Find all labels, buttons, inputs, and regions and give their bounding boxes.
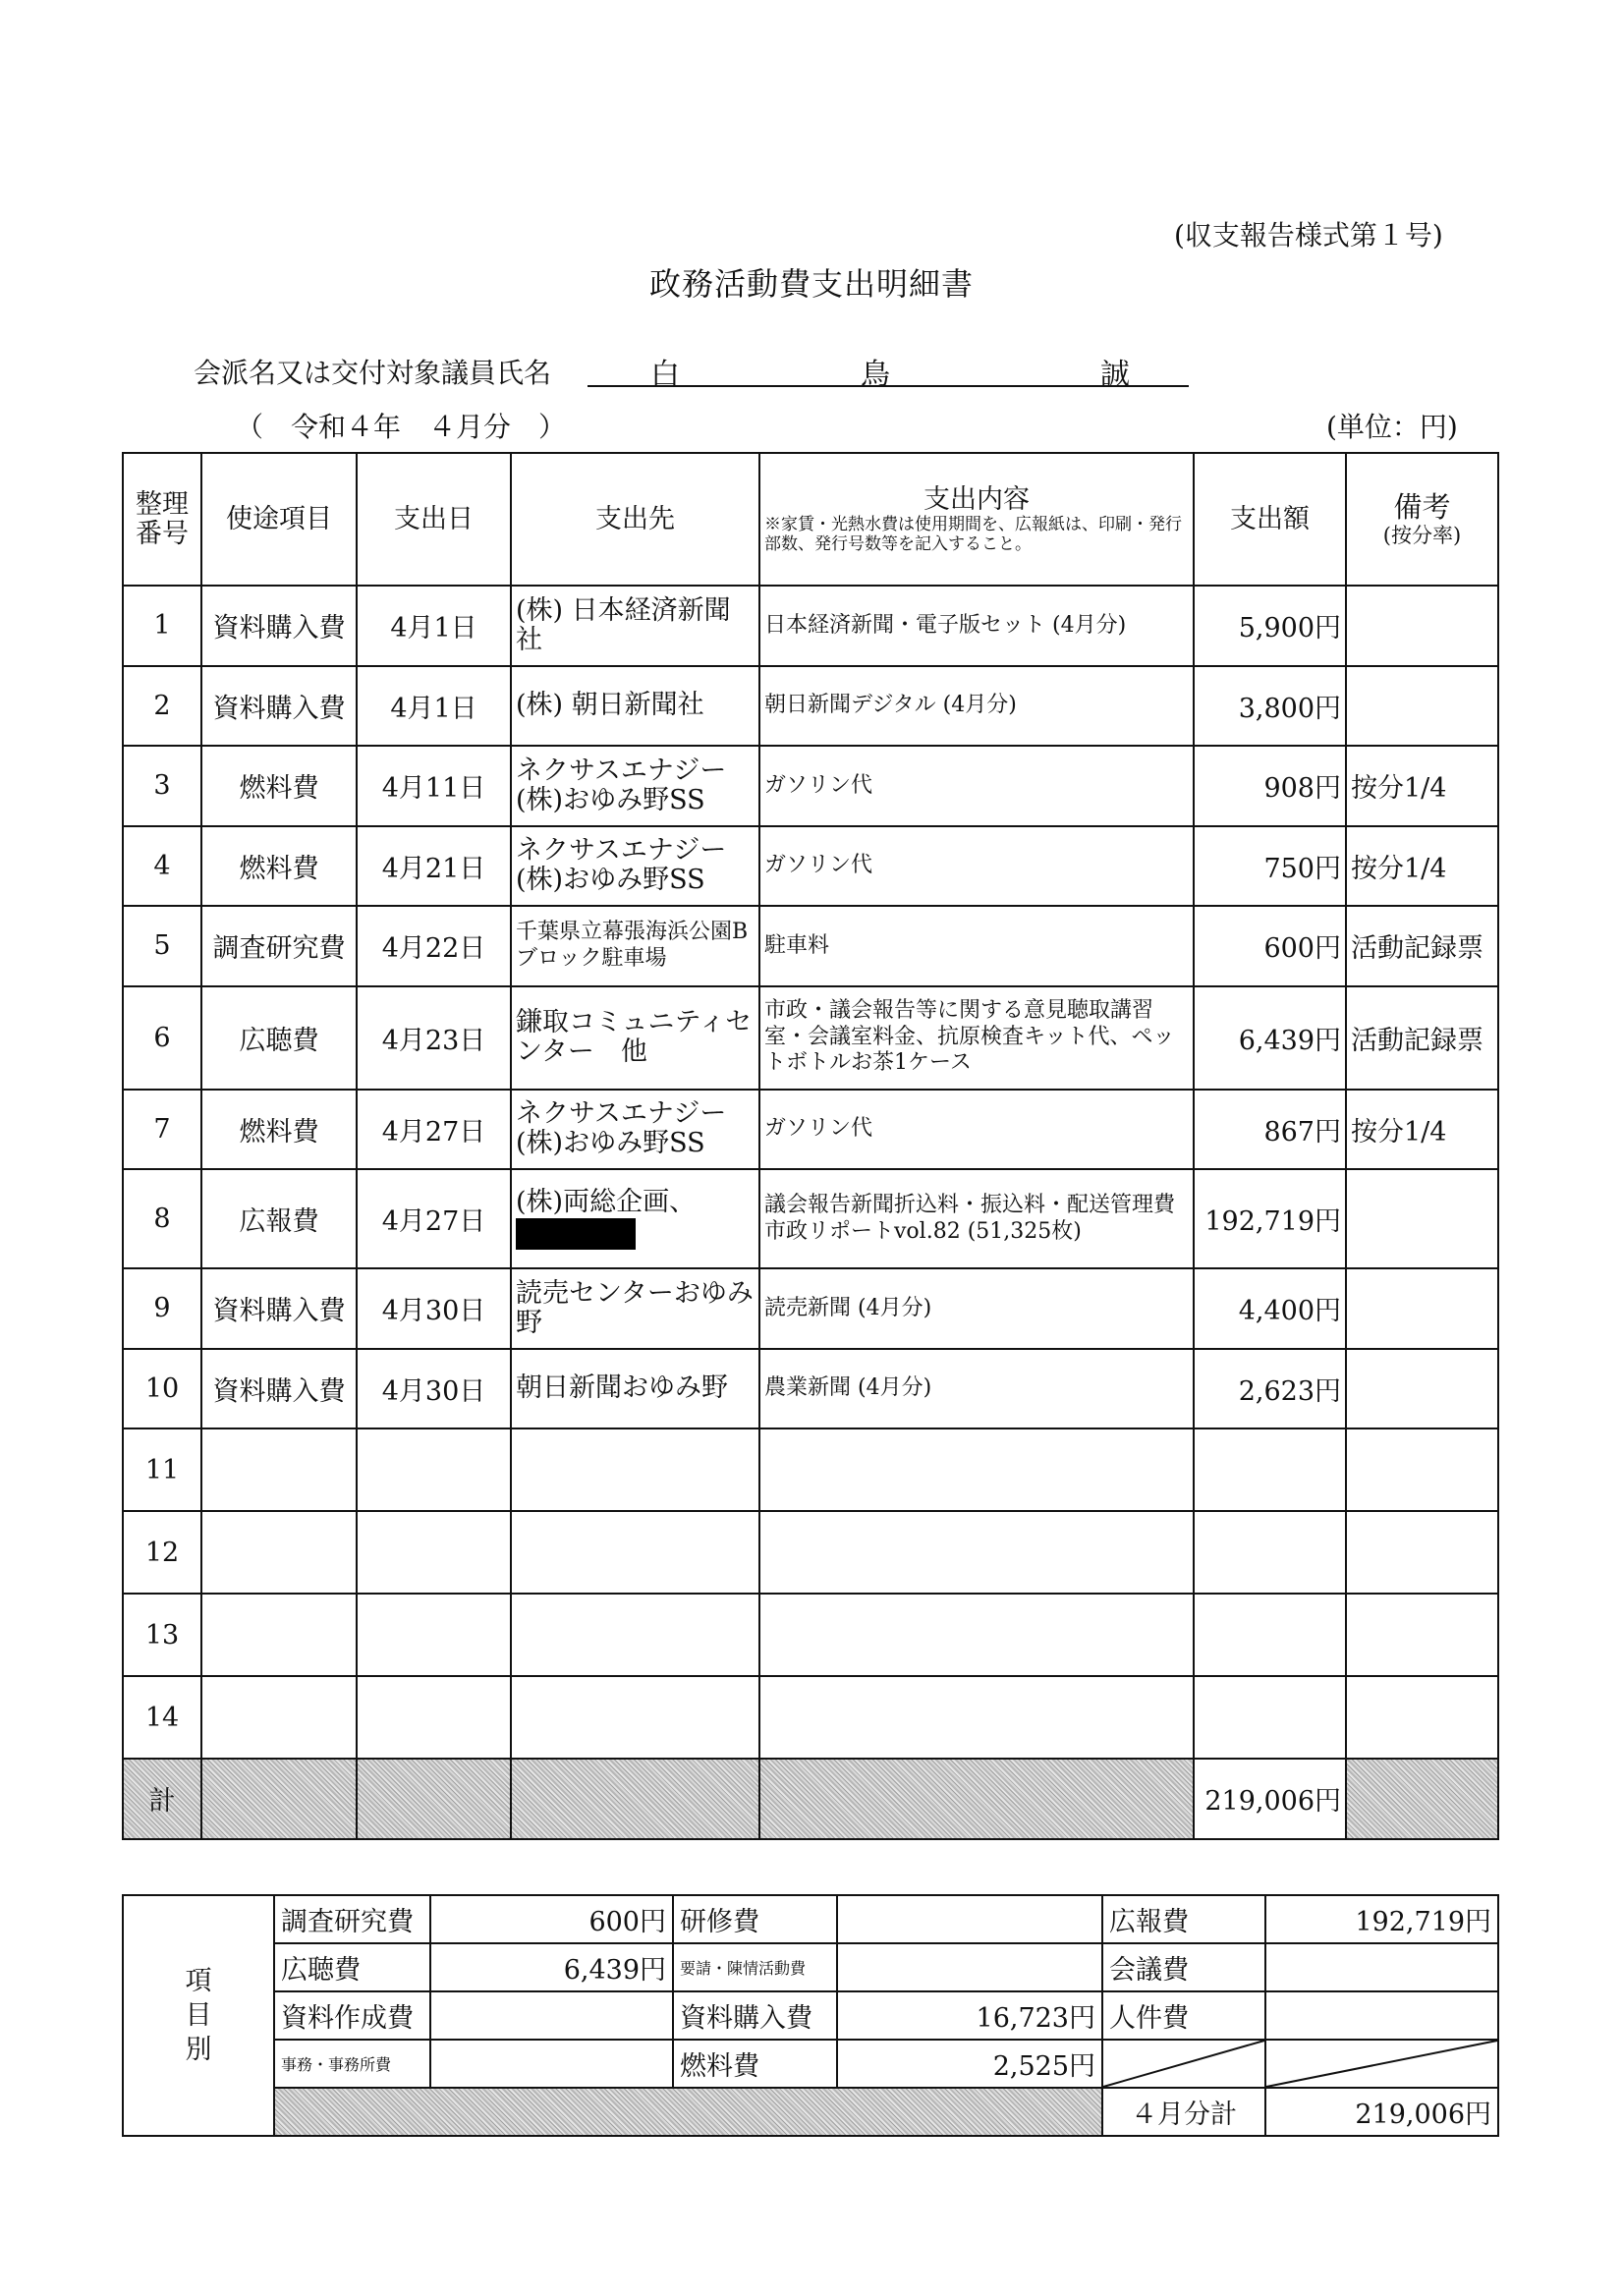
row-no: 14 [123,1676,201,1759]
row-date: 4月21日 [357,826,511,907]
row-amount: 2,623円 [1194,1349,1346,1429]
row-amount [1194,1428,1346,1511]
fuel-value: 2,525円 [837,2040,1102,2088]
office-value [430,2040,673,2088]
table-row [123,986,1498,1090]
row-content [759,1594,1194,1676]
header-content-title: 支出内容 [923,483,1030,515]
member-name-part: 白 [650,358,680,392]
row-no: 3 [123,746,201,826]
row-amount [1194,1511,1346,1594]
row-purpose: 燃料費 [201,746,357,826]
row-no: 5 [123,906,201,986]
row-purpose [201,1428,357,1511]
docbuy-label: 資料購入費 [673,1991,837,2040]
total-shaded-cell [759,1759,1194,1839]
office-label: 事務・事務所費 [274,2040,430,2088]
row-payee [511,1428,759,1511]
form-number: (収支報告様式第１号) [1174,219,1443,252]
row-amount [1194,1676,1346,1759]
table-row [123,586,1498,666]
table-row [123,1268,1498,1349]
summary-side-label-cell [123,1895,274,2136]
row-date: 4月27日 [357,1169,511,1268]
header-remarks-sub: (按分率) [1382,524,1462,548]
row-payee: 朝日新聞おゆみ野 [511,1349,759,1429]
total-row [123,1759,1498,1839]
table-row [123,906,1498,986]
row-no: 7 [123,1090,201,1170]
petition-value [837,1943,1102,1991]
table-row [123,746,1498,826]
row-content: 駐車料 [759,906,1194,986]
row-remarks [1346,1268,1498,1349]
row-remarks: 活動記録票 [1346,906,1498,986]
row-remarks [1346,1349,1498,1429]
row-payee: 読売センターおゆみ野 [511,1268,759,1349]
row-purpose: 燃料費 [201,1090,357,1170]
row-date: 4月1日 [357,666,511,747]
row-payee: (株)両総企画、 [516,1187,697,1218]
personnel-label: 人件費 [1102,1991,1265,2040]
row-remarks [1346,1676,1498,1759]
row-no: 6 [123,986,201,1090]
row-purpose: 調査研究費 [201,906,357,986]
row-payee: (株) 朝日新聞社 [511,666,759,747]
row-no: 8 [123,1169,201,1268]
table-row [123,1676,1498,1759]
row-payee [511,1511,759,1594]
category-summary-table [122,1894,1499,2137]
member-name-underline [588,385,1189,387]
row-no: 4 [123,826,201,907]
header-no: 整理番号 [123,453,201,586]
row-content: ガソリン代 [759,746,1194,826]
table-row [123,1169,1498,1268]
pr-label: 広報費 [1102,1895,1265,1943]
petition-label: 要請・陳情活動費 [673,1943,837,1991]
row-no: 1 [123,586,201,666]
diagonal-strike [1103,2041,1264,2087]
total-shaded-cell [511,1759,759,1839]
row-remarks: 活動記録票 [1346,986,1498,1090]
summary-row [123,2040,1498,2088]
total-label: 計 [123,1759,201,1839]
unit-label: (単位：円) [1326,411,1458,443]
header-purpose: 使途項目 [201,453,357,586]
row-purpose: 広報費 [201,1169,357,1268]
row-no: 13 [123,1594,201,1676]
member-name-part: 鳥 [861,358,890,392]
training-value [837,1895,1102,1943]
row-purpose: 資料購入費 [201,586,357,666]
row-date: 4月30日 [357,1349,511,1429]
row-date [357,1511,511,1594]
row-amount: 3,800円 [1194,666,1346,747]
month-total-value: 219,006円 [1265,2088,1498,2136]
row-payee: 鎌取コミュニティセンター 他 [511,986,759,1090]
row-no: 10 [123,1349,201,1429]
row-content [759,1511,1194,1594]
row-date [357,1676,511,1759]
row-date: 4月27日 [357,1090,511,1170]
row-content: 議会報告新聞折込料・振込料・配送管理費 市政リポートvol.82 (51,325枚) [759,1169,1194,1268]
expense-table [122,452,1499,1840]
row-no: 11 [123,1428,201,1511]
total-shaded-cell [357,1759,511,1839]
row-date [357,1594,511,1676]
row-remarks [1346,1428,1498,1511]
research-value: 600円 [430,1895,673,1943]
summary-row [123,1991,1498,2040]
row-date [357,1428,511,1511]
row-remarks [1346,1594,1498,1676]
personnel-value [1265,1991,1498,2040]
training-label: 研修費 [673,1895,837,1943]
row-content: 日本経済新聞・電子版セット (4月分) [759,586,1194,666]
row-amount: 5,900円 [1194,586,1346,666]
row-amount: 600円 [1194,906,1346,986]
row-date: 4月23日 [357,986,511,1090]
row-payee: ネクサスエナジー(株)おゆみ野SS [511,746,759,826]
row-content [759,1676,1194,1759]
hearing-value: 6,439円 [430,1943,673,1991]
meeting-label: 会議費 [1102,1943,1265,1991]
fuel-label: 燃料費 [673,2040,837,2088]
row-amount: 908円 [1194,746,1346,826]
row-remarks: 按分1/4 [1346,1090,1498,1170]
month-total-label: ４月分計 [1102,2088,1265,2136]
row-remarks: 按分1/4 [1346,826,1498,907]
member-label: 会派名又は交付対象議員氏名 [194,357,552,389]
total-shaded-cell [1346,1759,1498,1839]
research-label: 調査研究費 [274,1895,430,1943]
row-payee: (株) 日本経済新聞社 [511,586,759,666]
diagonal-strike [1266,2041,1497,2087]
row-purpose: 資料購入費 [201,666,357,747]
row-date: 4月11日 [357,746,511,826]
header-amount: 支出額 [1194,453,1346,586]
table-header-row [123,453,1498,586]
pr-value: 192,719円 [1265,1895,1498,1943]
row-remarks [1346,1511,1498,1594]
table-row [123,1428,1498,1511]
row-purpose [201,1511,357,1594]
table-row [123,1090,1498,1170]
summary-row [123,1943,1498,1991]
header-remarks-title: 備考 [1393,489,1451,524]
summary-shaded-cell [274,2088,1102,2136]
row-no: 2 [123,666,201,747]
row-payee [511,1676,759,1759]
total-shaded-cell [201,1759,357,1839]
report-period: （ 令和４年 ４月分 ） [236,411,567,443]
header-date: 支出日 [357,453,511,586]
row-content: 読売新聞 (4月分) [759,1268,1194,1349]
row-payee-cell [511,1169,759,1268]
redaction-block [516,1218,636,1250]
row-no: 9 [123,1268,201,1349]
row-purpose: 資料購入費 [201,1349,357,1429]
row-payee [511,1594,759,1676]
row-payee: ネクサスエナジー(株)おゆみ野SS [511,1090,759,1170]
row-purpose [201,1676,357,1759]
docmake-label: 資料作成費 [274,1991,430,2040]
row-payee: 千葉県立幕張海浜公園Bブロック駐車場 [511,906,759,986]
row-remarks [1346,1169,1498,1268]
row-content: 農業新聞 (4月分) [759,1349,1194,1429]
row-amount: 192,719円 [1194,1169,1346,1268]
header-remarks [1346,453,1498,586]
row-content: ガソリン代 [759,1090,1194,1170]
row-date: 4月30日 [357,1268,511,1349]
header-content [759,453,1194,586]
page-title: 政務活動費支出明細書 [648,265,974,303]
row-content: 朝日新聞デジタル (4月分) [759,666,1194,747]
meeting-value [1265,1943,1498,1991]
row-date: 4月22日 [357,906,511,986]
row-purpose: 燃料費 [201,826,357,907]
docbuy-value: 16,723円 [837,1991,1102,2040]
row-purpose: 資料購入費 [201,1268,357,1349]
diagonal-blank-cell [1265,2040,1498,2088]
row-purpose: 広聴費 [201,986,357,1090]
row-date: 4月1日 [357,586,511,666]
row-content: ガソリン代 [759,826,1194,907]
row-content: 市政・議会報告等に関する意見聴取講習室・会議室料金、抗原検査キット代、ペットボトルお茶1ケース [759,986,1194,1090]
table-row [123,666,1498,747]
table-row [123,1349,1498,1429]
row-remarks: 按分1/4 [1346,746,1498,826]
summary-side-label: 項目別 [185,1965,212,2066]
row-remarks [1346,586,1498,666]
total-amount: 219,006円 [1194,1759,1346,1839]
member-name-part: 誠 [1100,358,1130,392]
diagonal-blank-cell [1102,2040,1265,2088]
header-payee: 支出先 [511,453,759,586]
row-amount: 4,400円 [1194,1268,1346,1349]
header-content-note: ※家賃・光熱水費は使用期間を、広報紙は、印刷・発行部数、発行号数等を記入すること。 [764,514,1182,555]
table-row [123,1594,1498,1676]
row-content [759,1428,1194,1511]
row-amount: 750円 [1194,826,1346,907]
summary-row [123,2088,1498,2136]
row-no: 12 [123,1511,201,1594]
row-amount: 867円 [1194,1090,1346,1170]
table-row [123,1511,1498,1594]
summary-row [123,1895,1498,1943]
table-row [123,826,1498,907]
row-purpose [201,1594,357,1676]
row-amount [1194,1594,1346,1676]
row-payee: ネクサスエナジー(株)おゆみ野SS [511,826,759,907]
docmake-value [430,1991,673,2040]
row-amount: 6,439円 [1194,986,1346,1090]
hearing-label: 広聴費 [274,1943,430,1991]
row-remarks [1346,666,1498,747]
